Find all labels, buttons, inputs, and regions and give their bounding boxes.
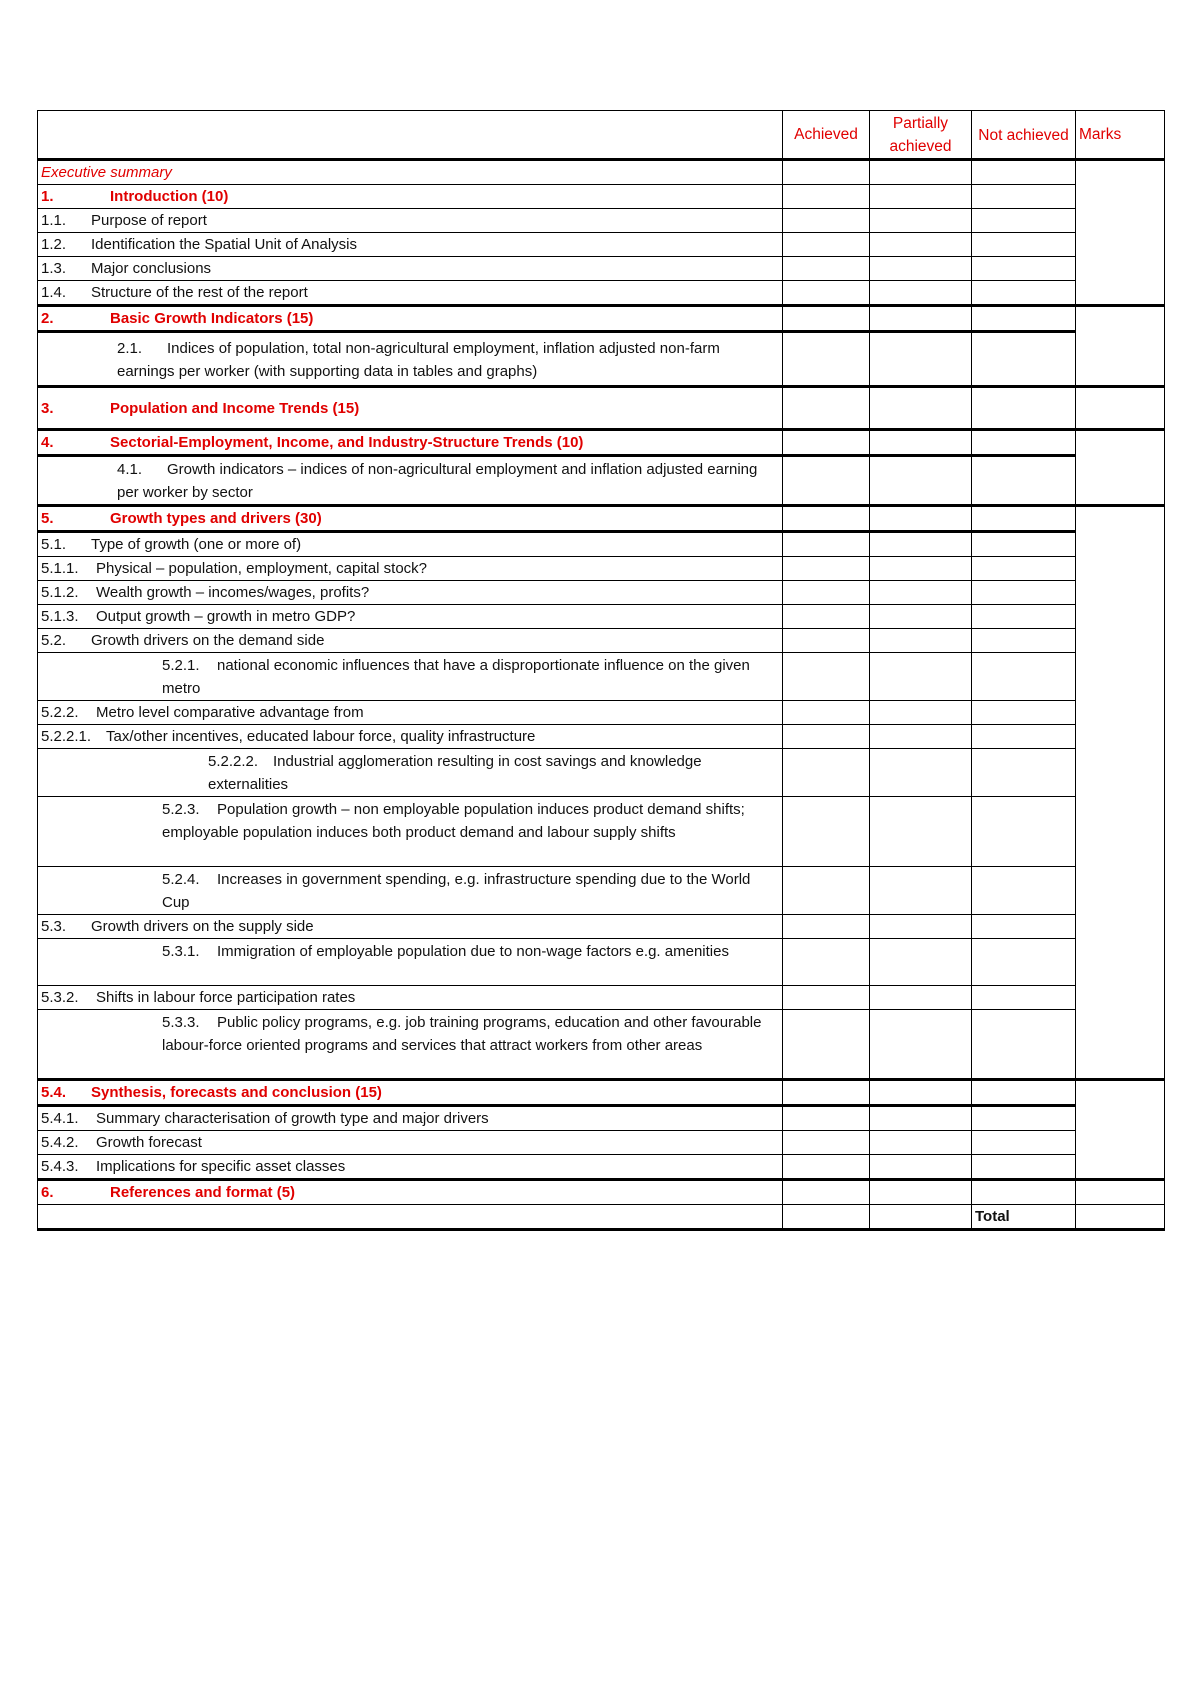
assessment-rubric-table: [37, 110, 1165, 1231]
header-achieved: Achieved: [783, 111, 870, 160]
row-number: 5.1.2.: [41, 584, 79, 601]
row-number: 5.3.: [41, 918, 67, 935]
row-text: Type of growth (one or more of): [91, 536, 302, 553]
not-achieved-cell[interactable]: [972, 233, 1076, 257]
row-text: Public policy programs, e.g. job training programs, education and other favourable labour-force oriented programs and services that attract workers from other areas: [162, 1014, 762, 1054]
row-number: 5.2.4.: [162, 871, 200, 888]
achieved-cell[interactable]: [783, 430, 870, 456]
partially-achieved-cell[interactable]: [870, 653, 972, 701]
achieved-cell[interactable]: [783, 387, 870, 430]
rubric-row: [38, 629, 1165, 653]
not-achieved-cell[interactable]: [972, 456, 1076, 506]
not-achieved-cell[interactable]: [972, 749, 1076, 797]
rubric-row: [38, 1155, 1165, 1180]
partially-achieved-cell[interactable]: [870, 605, 972, 629]
achieved-cell[interactable]: [783, 581, 870, 605]
not-achieved-cell[interactable]: [972, 653, 1076, 701]
partially-achieved-cell[interactable]: [870, 209, 972, 233]
row-number: 5.1.: [41, 536, 67, 553]
marks-cell[interactable]: [1076, 1180, 1165, 1205]
achieved-cell[interactable]: [783, 605, 870, 629]
partially-achieved-cell[interactable]: [870, 281, 972, 306]
rubric-row: [38, 557, 1165, 581]
rubric-row: [38, 1010, 1165, 1080]
row-text: Metro level comparative advantage from: [96, 704, 364, 721]
row-number: 1.1.: [41, 212, 67, 229]
row-text: Population and Income Trends (15): [110, 399, 360, 417]
not-achieved-cell[interactable]: [972, 986, 1076, 1010]
row-label: [38, 233, 783, 257]
row-label: [38, 605, 783, 629]
not-achieved-cell[interactable]: [972, 532, 1076, 557]
row-label: [38, 1180, 783, 1205]
partially-achieved-cell[interactable]: [870, 915, 972, 939]
not-achieved-cell[interactable]: [972, 160, 1076, 185]
partially-achieved-cell[interactable]: [870, 939, 972, 986]
partially-achieved-cell[interactable]: [870, 1180, 972, 1205]
partially-achieved-cell[interactable]: [870, 1080, 972, 1106]
row-label: [38, 1010, 783, 1080]
row-number: 6.: [41, 1184, 54, 1201]
partially-achieved-cell[interactable]: [870, 725, 972, 749]
row-label: [38, 653, 783, 701]
rubric-row: [38, 701, 1165, 725]
rubric-row: [38, 387, 1165, 430]
not-achieved-cell[interactable]: [972, 1180, 1076, 1205]
total-marks-cell[interactable]: [1076, 1205, 1165, 1230]
achieved-cell[interactable]: [783, 506, 870, 532]
row-number: 2.: [41, 310, 54, 327]
row-label: [38, 939, 783, 986]
row-number: 5.4.3.: [41, 1158, 79, 1175]
row-number: 5.4.2.: [41, 1134, 79, 1151]
row-text: Sectorial-Employment, Income, and Industry-Structure Trends (10): [110, 434, 584, 451]
rubric-row: [38, 939, 1165, 986]
row-label: [38, 506, 783, 532]
row-number: 3.: [41, 399, 54, 417]
row-number: 5.1.3.: [41, 608, 79, 625]
row-label: [38, 281, 783, 306]
rubric-row: [38, 532, 1165, 557]
row-number: 5.2.2.2.: [208, 753, 259, 770]
achieved-cell[interactable]: [783, 532, 870, 557]
achieved-cell[interactable]: [783, 1080, 870, 1106]
not-achieved-cell[interactable]: [972, 306, 1076, 332]
row-label: [38, 430, 783, 456]
row-label: [38, 185, 783, 209]
partially-achieved-cell[interactable]: [870, 1155, 972, 1180]
achieved-cell[interactable]: [783, 939, 870, 986]
not-achieved-cell[interactable]: [972, 797, 1076, 867]
partially-achieved-cell[interactable]: [870, 986, 972, 1010]
row-text: Purpose of report: [91, 212, 207, 229]
achieved-cell[interactable]: [783, 725, 870, 749]
rubric-row: [38, 749, 1165, 797]
rubric-row: [38, 1106, 1165, 1131]
rubric-row: [38, 915, 1165, 939]
row-number: 4.1.: [117, 461, 143, 478]
achieved-cell[interactable]: [783, 1131, 870, 1155]
achieved-cell[interactable]: [783, 915, 870, 939]
row-label: [38, 306, 783, 332]
rubric-row: [38, 306, 1165, 332]
row-number: 5.4.1.: [41, 1110, 79, 1127]
achieved-cell[interactable]: [783, 629, 870, 653]
row-label: [38, 867, 783, 915]
not-achieved-cell[interactable]: [972, 605, 1076, 629]
achieved-cell[interactable]: [783, 867, 870, 915]
header-row: [38, 111, 1165, 160]
row-number: 5.3.3.: [162, 1014, 200, 1031]
row-text: Growth forecast: [96, 1134, 202, 1151]
rubric-row: [38, 605, 1165, 629]
achieved-cell[interactable]: [783, 332, 870, 387]
total-blank-cell: [783, 1205, 870, 1230]
not-achieved-cell[interactable]: [972, 581, 1076, 605]
partially-achieved-cell[interactable]: [870, 160, 972, 185]
row-number: 4.: [41, 434, 54, 451]
partially-achieved-cell[interactable]: [870, 797, 972, 867]
row-text: Wealth growth – incomes/wages, profits?: [96, 584, 370, 601]
achieved-cell[interactable]: [783, 185, 870, 209]
row-text: Basic Growth Indicators (15): [110, 310, 314, 327]
not-achieved-cell[interactable]: [972, 1106, 1076, 1131]
achieved-cell[interactable]: [783, 1180, 870, 1205]
rubric-row: [38, 986, 1165, 1010]
row-text: Increases in government spending, e.g. infrastructure spending due to the World Cup: [162, 871, 751, 911]
partially-achieved-cell[interactable]: [870, 1131, 972, 1155]
not-achieved-cell[interactable]: [972, 209, 1076, 233]
row-label: [38, 257, 783, 281]
row-label: [38, 749, 783, 797]
rubric-row: [38, 725, 1165, 749]
row-text: Population growth – non employable population induces product demand shifts; employable population induces both product demand and labour supply shifts: [162, 801, 745, 841]
not-achieved-cell[interactable]: [972, 281, 1076, 306]
rubric-row: [38, 506, 1165, 532]
row-number: 5.2.: [41, 632, 67, 649]
rubric-row: [38, 456, 1165, 506]
row-text: Implications for specific asset classes: [96, 1158, 346, 1175]
header-partially-achieved: Partially achieved: [870, 111, 972, 160]
row-number: 5.4.: [41, 1084, 67, 1101]
row-label: [38, 532, 783, 557]
row-number: 5.2.2.: [41, 704, 79, 721]
achieved-cell[interactable]: [783, 701, 870, 725]
header-marks: Marks: [1076, 111, 1165, 160]
not-achieved-cell[interactable]: [972, 387, 1076, 430]
row-number: 5.3.1.: [162, 943, 200, 960]
not-achieved-cell[interactable]: [972, 332, 1076, 387]
row-label: [38, 557, 783, 581]
achieved-cell[interactable]: [783, 160, 870, 185]
row-number: 1.: [41, 188, 54, 205]
not-achieved-cell[interactable]: [972, 725, 1076, 749]
row-label: [38, 797, 783, 867]
row-label: [38, 456, 783, 506]
not-achieved-cell[interactable]: [972, 1080, 1076, 1106]
marks-cell[interactable]: [1076, 160, 1165, 306]
header-blank-cell: [38, 111, 783, 160]
rubric-row: [38, 185, 1165, 209]
row-text: Introduction (10): [110, 188, 229, 205]
not-achieved-cell[interactable]: [972, 915, 1076, 939]
partially-achieved-cell[interactable]: [870, 332, 972, 387]
not-achieved-cell[interactable]: [972, 430, 1076, 456]
row-text: Structure of the rest of the report: [91, 284, 308, 301]
achieved-cell[interactable]: [783, 306, 870, 332]
row-text: Identification the Spatial Unit of Analysis: [91, 236, 357, 253]
row-number: 5.2.3.: [162, 801, 200, 818]
rubric-row: [38, 233, 1165, 257]
partially-achieved-cell[interactable]: [870, 430, 972, 456]
partially-achieved-cell[interactable]: [870, 456, 972, 506]
rubric-row: [38, 281, 1165, 306]
achieved-cell[interactable]: [783, 456, 870, 506]
partially-achieved-cell[interactable]: [870, 557, 972, 581]
partially-achieved-cell[interactable]: [870, 629, 972, 653]
not-achieved-cell[interactable]: [972, 1155, 1076, 1180]
total-label: Total: [972, 1205, 1076, 1230]
achieved-cell[interactable]: [783, 1155, 870, 1180]
row-text: Major conclusions: [91, 260, 212, 277]
partially-achieved-cell[interactable]: [870, 233, 972, 257]
marks-cell[interactable]: [1076, 387, 1165, 430]
rubric-row: [38, 1080, 1165, 1106]
row-number: 2.1.: [117, 339, 143, 357]
achieved-cell[interactable]: [783, 557, 870, 581]
partially-achieved-cell[interactable]: [870, 532, 972, 557]
total-row: [38, 1205, 1165, 1230]
achieved-cell[interactable]: [783, 986, 870, 1010]
row-text: Indices of population, total non-agricultural employment, inflation adjusted non-farm earnings per worker (with supporting data in tables and graphs): [117, 339, 720, 380]
not-achieved-cell[interactable]: [972, 867, 1076, 915]
achieved-cell[interactable]: [783, 797, 870, 867]
row-text: Shifts in labour force participation rates: [96, 989, 356, 1006]
row-text: References and format (5): [110, 1184, 296, 1201]
marks-cell[interactable]: [1076, 1080, 1165, 1180]
row-text: Synthesis, forecasts and conclusion (15): [91, 1084, 382, 1101]
row-text: Tax/other incentives, educated labour force, quality infrastructure: [106, 728, 536, 745]
achieved-cell[interactable]: [783, 209, 870, 233]
row-number: 1.4.: [41, 284, 67, 301]
row-number: 5.: [41, 510, 54, 527]
rubric-row: [38, 653, 1165, 701]
not-achieved-cell[interactable]: [972, 506, 1076, 532]
not-achieved-cell[interactable]: [972, 629, 1076, 653]
row-label: Executive summary: [38, 160, 783, 185]
partially-achieved-cell[interactable]: [870, 306, 972, 332]
row-text: Growth indicators – indices of non-agricultural employment and inflation adjusted earning per worker by sector: [117, 461, 758, 501]
rubric-row: [38, 797, 1165, 867]
row-label: [38, 387, 783, 430]
rubric-row: [38, 1131, 1165, 1155]
partially-achieved-cell[interactable]: [870, 581, 972, 605]
row-number: 5.1.1.: [41, 560, 79, 577]
rubric-row: [38, 332, 1165, 387]
row-label: [38, 725, 783, 749]
achieved-cell[interactable]: [783, 233, 870, 257]
partially-achieved-cell[interactable]: [870, 506, 972, 532]
not-achieved-cell[interactable]: [972, 557, 1076, 581]
row-label: [38, 581, 783, 605]
not-achieved-cell[interactable]: [972, 257, 1076, 281]
row-label: [38, 986, 783, 1010]
rubric-row: [38, 430, 1165, 456]
row-text: national economic influences that have a disproportionate influence on the given metro: [162, 657, 750, 697]
achieved-cell[interactable]: [783, 749, 870, 797]
row-text: Output growth – growth in metro GDP?: [96, 608, 356, 625]
partially-achieved-cell[interactable]: [870, 1010, 972, 1080]
rubric-row: [38, 1180, 1165, 1205]
partially-achieved-cell[interactable]: [870, 701, 972, 725]
not-achieved-cell[interactable]: [972, 701, 1076, 725]
achieved-cell[interactable]: [783, 1106, 870, 1131]
achieved-cell[interactable]: [783, 281, 870, 306]
rubric-row: [38, 160, 1165, 185]
header-not-achieved: Not achieved: [972, 111, 1076, 160]
row-text: Growth drivers on the demand side: [91, 632, 325, 649]
marks-cell[interactable]: [1076, 506, 1165, 1080]
not-achieved-cell[interactable]: [972, 185, 1076, 209]
row-number: 5.2.1.: [162, 657, 200, 674]
row-number: 5.2.2.1.: [41, 728, 92, 745]
marks-cell[interactable]: [1076, 306, 1165, 387]
row-text: Growth types and drivers (30): [110, 510, 322, 527]
row-label: [38, 1106, 783, 1131]
row-label: [38, 1155, 783, 1180]
not-achieved-cell[interactable]: [972, 939, 1076, 986]
total-blank-cell: [38, 1205, 783, 1230]
partially-achieved-cell[interactable]: [870, 387, 972, 430]
not-achieved-cell[interactable]: [972, 1010, 1076, 1080]
row-text: Industrial agglomeration resulting in cost savings and knowledge externalities: [208, 753, 702, 793]
partially-achieved-cell[interactable]: [870, 867, 972, 915]
row-label: [38, 629, 783, 653]
partially-achieved-cell[interactable]: [870, 257, 972, 281]
row-number: 5.3.2.: [41, 989, 79, 1006]
achieved-cell[interactable]: [783, 257, 870, 281]
rubric-row: [38, 257, 1165, 281]
partially-achieved-cell[interactable]: [870, 185, 972, 209]
achieved-cell[interactable]: [783, 653, 870, 701]
row-label: [38, 701, 783, 725]
row-label: [38, 332, 783, 387]
achieved-cell[interactable]: [783, 1010, 870, 1080]
rubric-row: [38, 581, 1165, 605]
partially-achieved-cell[interactable]: [870, 749, 972, 797]
row-text: Physical – population, employment, capital stock?: [96, 560, 428, 577]
row-label: [38, 915, 783, 939]
rubric-row: [38, 209, 1165, 233]
row-text: Immigration of employable population due to non-wage factors e.g. amenities: [217, 943, 729, 960]
marks-cell[interactable]: [1076, 430, 1165, 506]
row-label: [38, 1080, 783, 1106]
row-label: [38, 209, 783, 233]
row-number: 1.3.: [41, 260, 67, 277]
partially-achieved-cell[interactable]: [870, 1106, 972, 1131]
row-text: Growth drivers on the supply side: [91, 918, 314, 935]
row-label: [38, 1131, 783, 1155]
total-blank-cell: [870, 1205, 972, 1230]
row-text: Summary characterisation of growth type and major drivers: [96, 1110, 489, 1127]
not-achieved-cell[interactable]: [972, 1131, 1076, 1155]
rubric-row: [38, 867, 1165, 915]
row-number: 1.2.: [41, 236, 67, 253]
